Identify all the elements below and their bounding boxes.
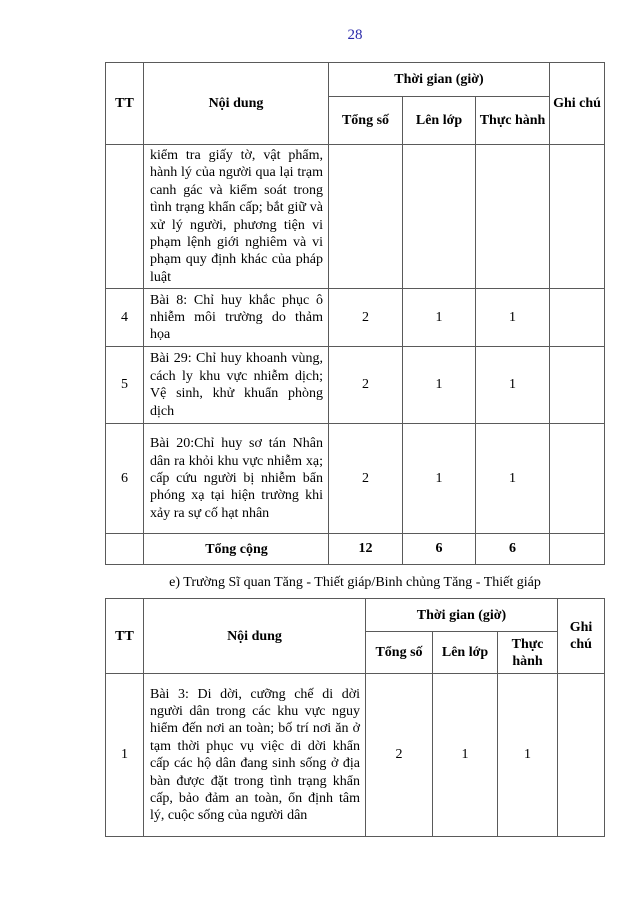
schedule-table-1 bbox=[105, 62, 605, 565]
tt-cell: 4 bbox=[106, 289, 144, 347]
t2-header-noi-dung: Nội dung bbox=[144, 599, 366, 674]
ghi-chu-cell bbox=[550, 534, 605, 565]
total-tong-so: 12 bbox=[329, 534, 403, 565]
total-len-lop: 6 bbox=[403, 534, 476, 565]
page-number: 28 bbox=[347, 27, 363, 43]
t1-header-len-lop: Lên lớp bbox=[403, 97, 476, 145]
total-thuc-hanh: 6 bbox=[476, 534, 550, 565]
t2-header-len-lop: Lên lớp bbox=[433, 632, 498, 674]
tong-so-cell: 2 bbox=[329, 289, 403, 347]
tt-cell bbox=[106, 145, 144, 289]
len-lop-cell: 1 bbox=[403, 289, 476, 347]
t2-header-thoi-gian: Thời gian (giờ) bbox=[366, 599, 558, 632]
len-lop-cell: 1 bbox=[403, 347, 476, 424]
table-row bbox=[106, 289, 605, 347]
thuc-hanh-cell bbox=[476, 145, 550, 289]
ghi-chu-cell bbox=[550, 289, 605, 347]
content-cell: Bài 3: Di dời, cưỡng chế di dời người dân trong các khu vực nguy hiểm đến nơi an toàn; bố trí nơi ăn ở tạm thời phục vụ việc di dời khẩn cấp các hộ dân đang sinh sống ở địa bàn được đặt trong tình trạng khẩn cấp, bảo đảm an toàn, ổn định tâm lý, cuộc sống của người dân bbox=[144, 674, 366, 837]
len-lop-cell bbox=[403, 145, 476, 289]
content-cell: Bài 8: Chỉ huy khắc phục ô nhiễm môi trường do thảm họa bbox=[144, 289, 329, 347]
t1-header-noi-dung: Nội dung bbox=[144, 63, 329, 145]
thuc-hanh-cell: 1 bbox=[476, 347, 550, 424]
table-row bbox=[106, 145, 605, 289]
t2-header-ghi-chu: Ghi chú bbox=[558, 599, 605, 674]
tong-so-cell: 2 bbox=[329, 424, 403, 534]
tong-so-cell: 2 bbox=[366, 674, 433, 837]
tt-cell: 5 bbox=[106, 347, 144, 424]
ghi-chu-cell bbox=[550, 424, 605, 534]
thuc-hanh-cell: 1 bbox=[476, 289, 550, 347]
total-label: Tổng cộng bbox=[144, 534, 329, 565]
t1-header-tong-so: Tổng số bbox=[329, 97, 403, 145]
tong-so-cell: 2 bbox=[329, 347, 403, 424]
tt-cell: 6 bbox=[106, 424, 144, 534]
table-row bbox=[106, 424, 605, 534]
ghi-chu-cell bbox=[550, 347, 605, 424]
content-cell: Bài 29: Chỉ huy khoanh vùng, cách ly khu vực nhiễm dịch; Vệ sinh, khử khuẩn phòng dịch bbox=[144, 347, 329, 424]
t1-header-tt: TT bbox=[106, 63, 144, 145]
len-lop-cell: 1 bbox=[403, 424, 476, 534]
t1-header-ghi-chu: Ghi chú bbox=[550, 63, 605, 145]
t2-header-tong-so: Tổng số bbox=[366, 632, 433, 674]
thuc-hanh-cell: 1 bbox=[498, 674, 558, 837]
len-lop-cell: 1 bbox=[433, 674, 498, 837]
total-row bbox=[106, 534, 605, 565]
t2-header-thuc-hanh: Thực hành bbox=[498, 632, 558, 674]
schedule-table-2 bbox=[105, 598, 605, 837]
section-heading: e) Trường Sĩ quan Tăng - Thiết giáp/Binh chủng Tăng - Thiết giáp bbox=[169, 575, 541, 591]
tt-cell bbox=[106, 534, 144, 565]
tt-cell: 1 bbox=[106, 674, 144, 837]
tong-so-cell bbox=[329, 145, 403, 289]
table-row bbox=[106, 674, 605, 837]
thuc-hanh-cell: 1 bbox=[476, 424, 550, 534]
t2-header-tt: TT bbox=[106, 599, 144, 674]
ghi-chu-cell bbox=[550, 145, 605, 289]
t1-header-thoi-gian: Thời gian (giờ) bbox=[329, 63, 550, 97]
document-page bbox=[105, 0, 605, 837]
content-cell: kiểm tra giấy tờ, vật phẩm, hành lý của người qua lại trạm canh gác và kiểm soát trong tình trạng khẩn cấp; bắt giữ và xử lý người, phương tiện vi phạm lệnh giới nghiêm và vi phạm quy định khác của pháp luật bbox=[144, 145, 329, 289]
table-row bbox=[106, 347, 605, 424]
ghi-chu-cell bbox=[558, 674, 605, 837]
content-cell: Bài 20:Chỉ huy sơ tán Nhân dân ra khỏi khu vực nhiễm xạ; cấp cứu người bị nhiễm bẩn phóng xạ tại hiện trường khi xảy ra sự cố hạt nhân bbox=[144, 424, 329, 534]
t1-header-thuc-hanh: Thực hành bbox=[476, 97, 550, 145]
